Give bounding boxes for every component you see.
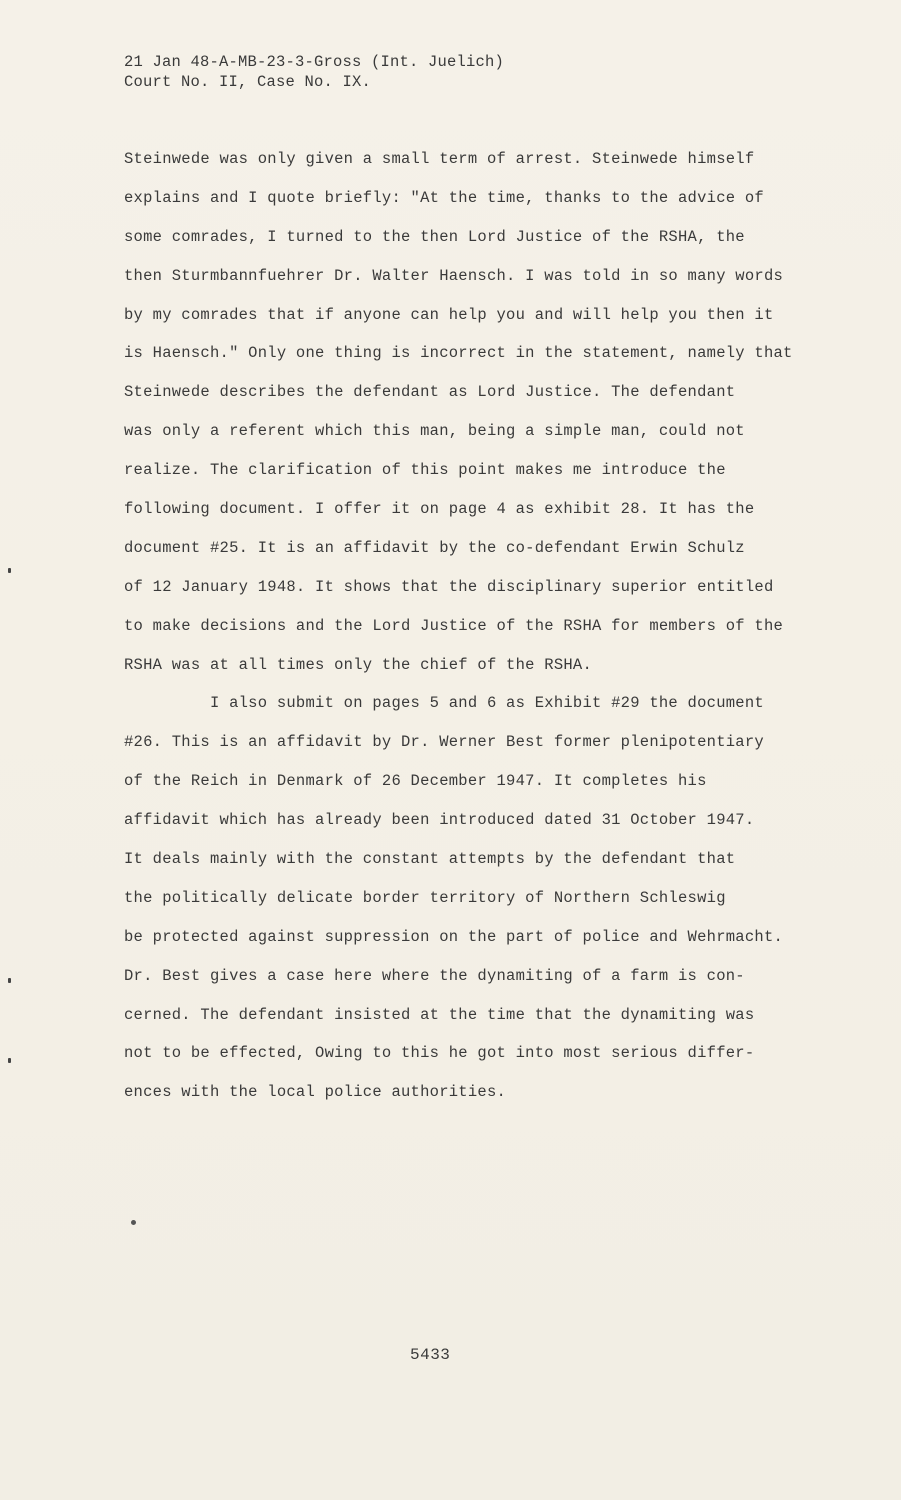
body-line: ences with the local police authorities. <box>124 1083 507 1102</box>
body-line: Dr. Best gives a case here where the dynamiting of a farm is con- <box>124 966 745 985</box>
body-line: Steinwede was only given a small term of arrest. Steinwede himself <box>124 150 755 168</box>
body-line: Steinwede describes the defendant as Lord Justice. The defendant <box>124 383 736 402</box>
margin-punch-mark <box>8 1058 11 1063</box>
body-line: #26. This is an affidavit by Dr. Werner Best former plenipotentiary <box>124 733 764 752</box>
body-line: is Haensch." Only one thing is incorrect in the statement, namely that <box>124 344 793 363</box>
body-line: by my comrades that if anyone can help you and will help you then it <box>124 305 774 324</box>
body-line: cerned. The defendant insisted at the time that the dynamiting was <box>124 1005 755 1024</box>
body-line: RSHA was at all times only the chief of the RSHA. <box>124 655 593 674</box>
body-line: affidavit which has already been introduced dated 31 October 1947. <box>124 811 755 830</box>
header-court-line: Court No. II, Case No. IX. <box>124 73 372 91</box>
margin-punch-mark <box>8 978 11 983</box>
body-line: I also submit on pages 5 and 6 as Exhibit #29 the document <box>124 694 764 713</box>
ink-dot-mark <box>131 1220 136 1225</box>
document-body <box>124 148 824 1120</box>
body-line: then Sturmbannfuehrer Dr. Walter Haensch. I was told in so many words <box>124 266 784 285</box>
document-header <box>124 52 504 92</box>
body-line: document #25. It is an affidavit by the co-defendant Erwin Schulz <box>124 538 745 557</box>
body-line: the politically delicate border territory of Northern Schleswig <box>124 888 726 907</box>
margin-punch-mark <box>8 568 11 573</box>
body-line: to make decisions and the Lord Justice of the RSHA for members of the <box>124 616 784 635</box>
body-line: following document. I offer it on page 4 as exhibit 28. It has the <box>124 500 755 519</box>
body-line: explains and I quote briefly: "At the time, thanks to the advice of <box>124 188 764 207</box>
body-line: of 12 January 1948. It shows that the disciplinary superior entitled <box>124 577 774 596</box>
body-line: realize. The clarification of this point makes me introduce the <box>124 461 726 480</box>
page-number: 5433 <box>410 1346 451 1364</box>
body-line: of the Reich in Denmark of 26 December 1947. It completes his <box>124 772 707 791</box>
body-line: was only a referent which this man, being a simple man, could not <box>124 422 745 441</box>
body-line: It deals mainly with the constant attempts by the defendant that <box>124 850 736 869</box>
body-line: be protected against suppression on the part of police and Wehrmacht. <box>124 927 784 946</box>
body-line: not to be effected, Owing to this he got into most serious differ- <box>124 1044 755 1063</box>
header-reference-line: 21 Jan 48-A-MB-23-3-Gross (Int. Juelich) <box>124 53 505 71</box>
body-line: some comrades, I turned to the then Lord Justice of the RSHA, the <box>124 227 745 246</box>
